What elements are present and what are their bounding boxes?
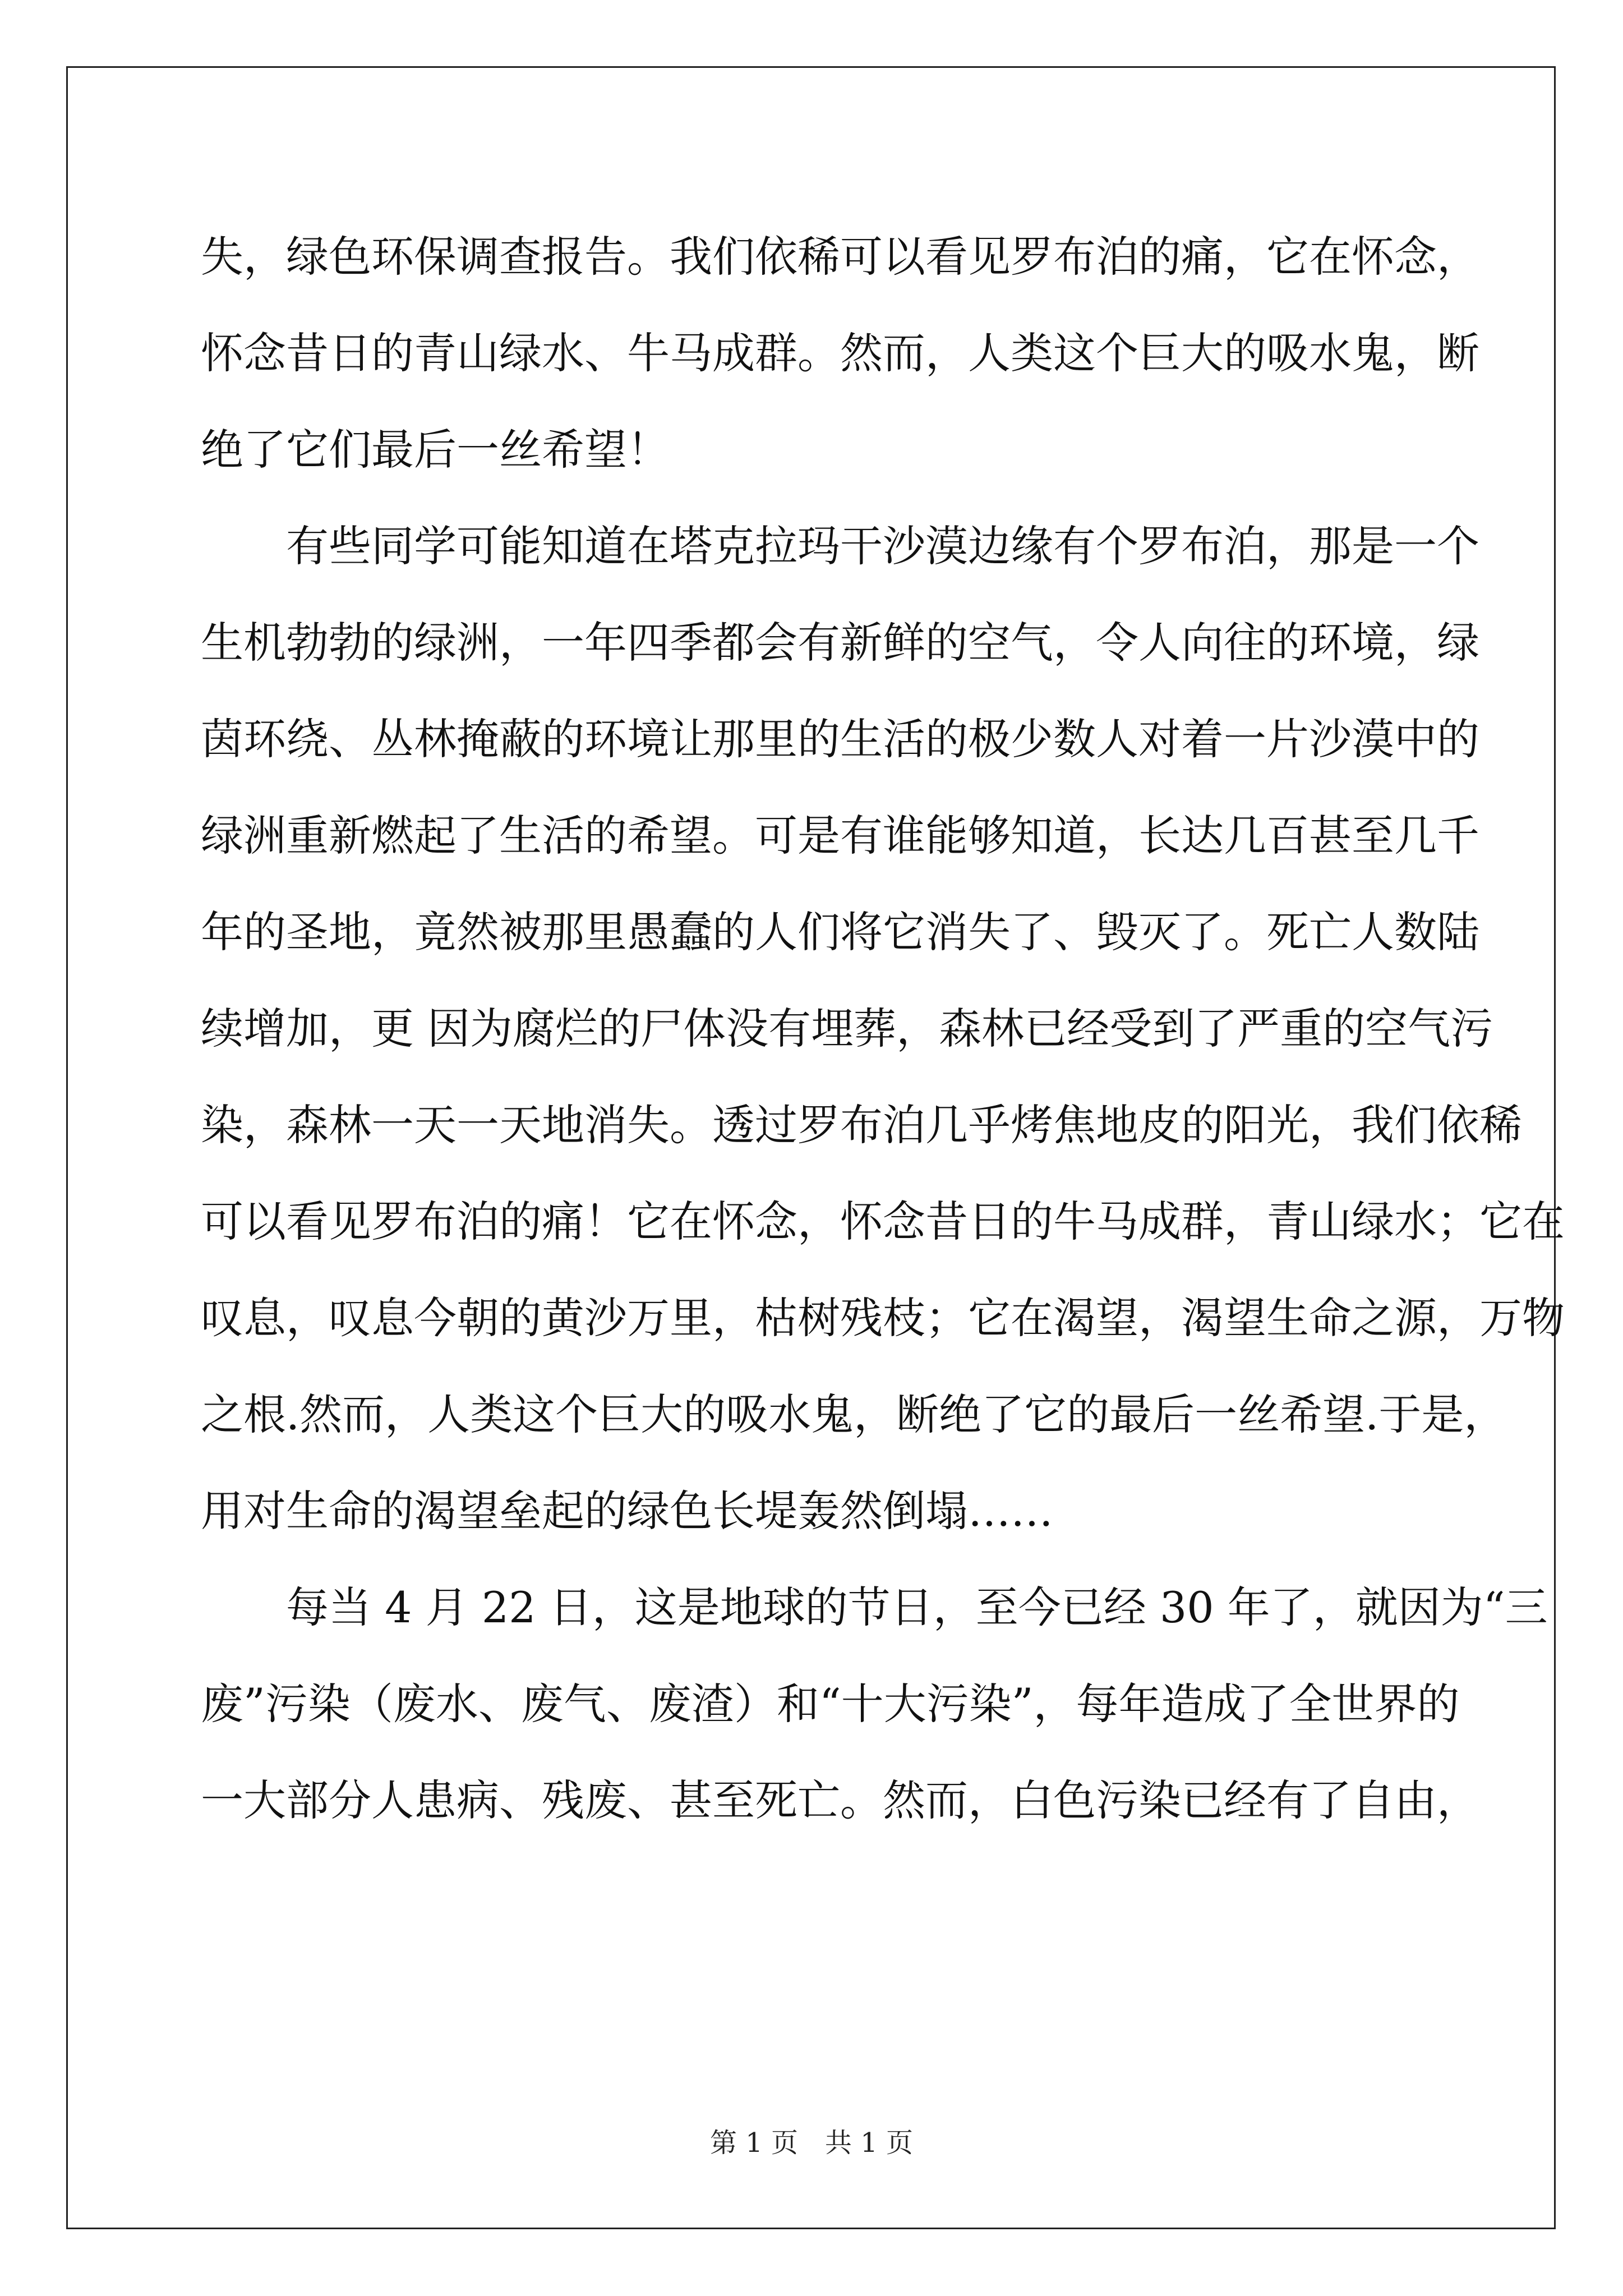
text-line: 失，绿色环保调查报告。我们依稀可以看见罗布泊的痛，它在怀念， <box>201 232 1479 282</box>
text-line: 废”污染（废水、废气、废渣）和“十大污染”，每年造成了全世界的 <box>201 1679 1460 1729</box>
text-line: 茵环绕、丛林掩蔽的环境让那里的生活的极少数人对着一片沙漠中的 <box>201 714 1479 764</box>
text-line: 染，森林一天一天地消失。透过罗布泊几乎烤焦地皮的阳光，我们依稀 <box>201 1100 1522 1150</box>
text-line: 可以看见罗布泊的痛！它在怀念，怀念昔日的牛马成群，青山绿水；它在 <box>201 1197 1565 1246</box>
text-line: 怀念昔日的青山绿水、牛马成群。然而，人类这个巨大的吸水鬼，断 <box>201 328 1479 378</box>
text-line: 续增加，更 因为腐烂的尸体没有埋葬，森林已经受到了严重的空气污 <box>201 1004 1493 1053</box>
text-line: 一大部分人患病、残废、甚至死亡。然而，白色污染已经有了自由， <box>201 1775 1479 1825</box>
text-line: 之根.然而，人类这个巨大的吸水鬼，断绝了它的最后一丝希望.于是， <box>201 1389 1507 1439</box>
document-body <box>201 209 1565 1849</box>
text-line: 用对生命的渴望垒起的绿色长堤轰然倒塌…… <box>201 1486 1053 1536</box>
paragraph-first-line: 每当 4 月 22 日，这是地球的节日，至今已经 30 年了，就因为“三 <box>286 1582 1548 1632</box>
text-line: 叹息，叹息今朝的黄沙万里，枯树残枝；它在渴望，渴望生命之源，万物 <box>201 1293 1565 1343</box>
text-line: 绿洲重新燃起了生活的希望。可是有谁能够知道，长达几百甚至几千 <box>201 811 1479 861</box>
paragraph-first-line: 有些同学可能知道在塔克拉玛干沙漠边缘有个罗布泊，那是一个 <box>286 521 1479 571</box>
page-number: 第 1 页 共 1 页 <box>709 2127 914 2159</box>
text-line: 绝了它们最后一丝希望！ <box>201 425 670 475</box>
text-line: 生机勃勃的绿洲，一年四季都会有新鲜的空气，令人向往的环境，绿 <box>201 618 1479 668</box>
text-line: 年的圣地，竟然被那里愚蠢的人们将它消失了、毁灭了。死亡人数陆 <box>201 907 1479 957</box>
